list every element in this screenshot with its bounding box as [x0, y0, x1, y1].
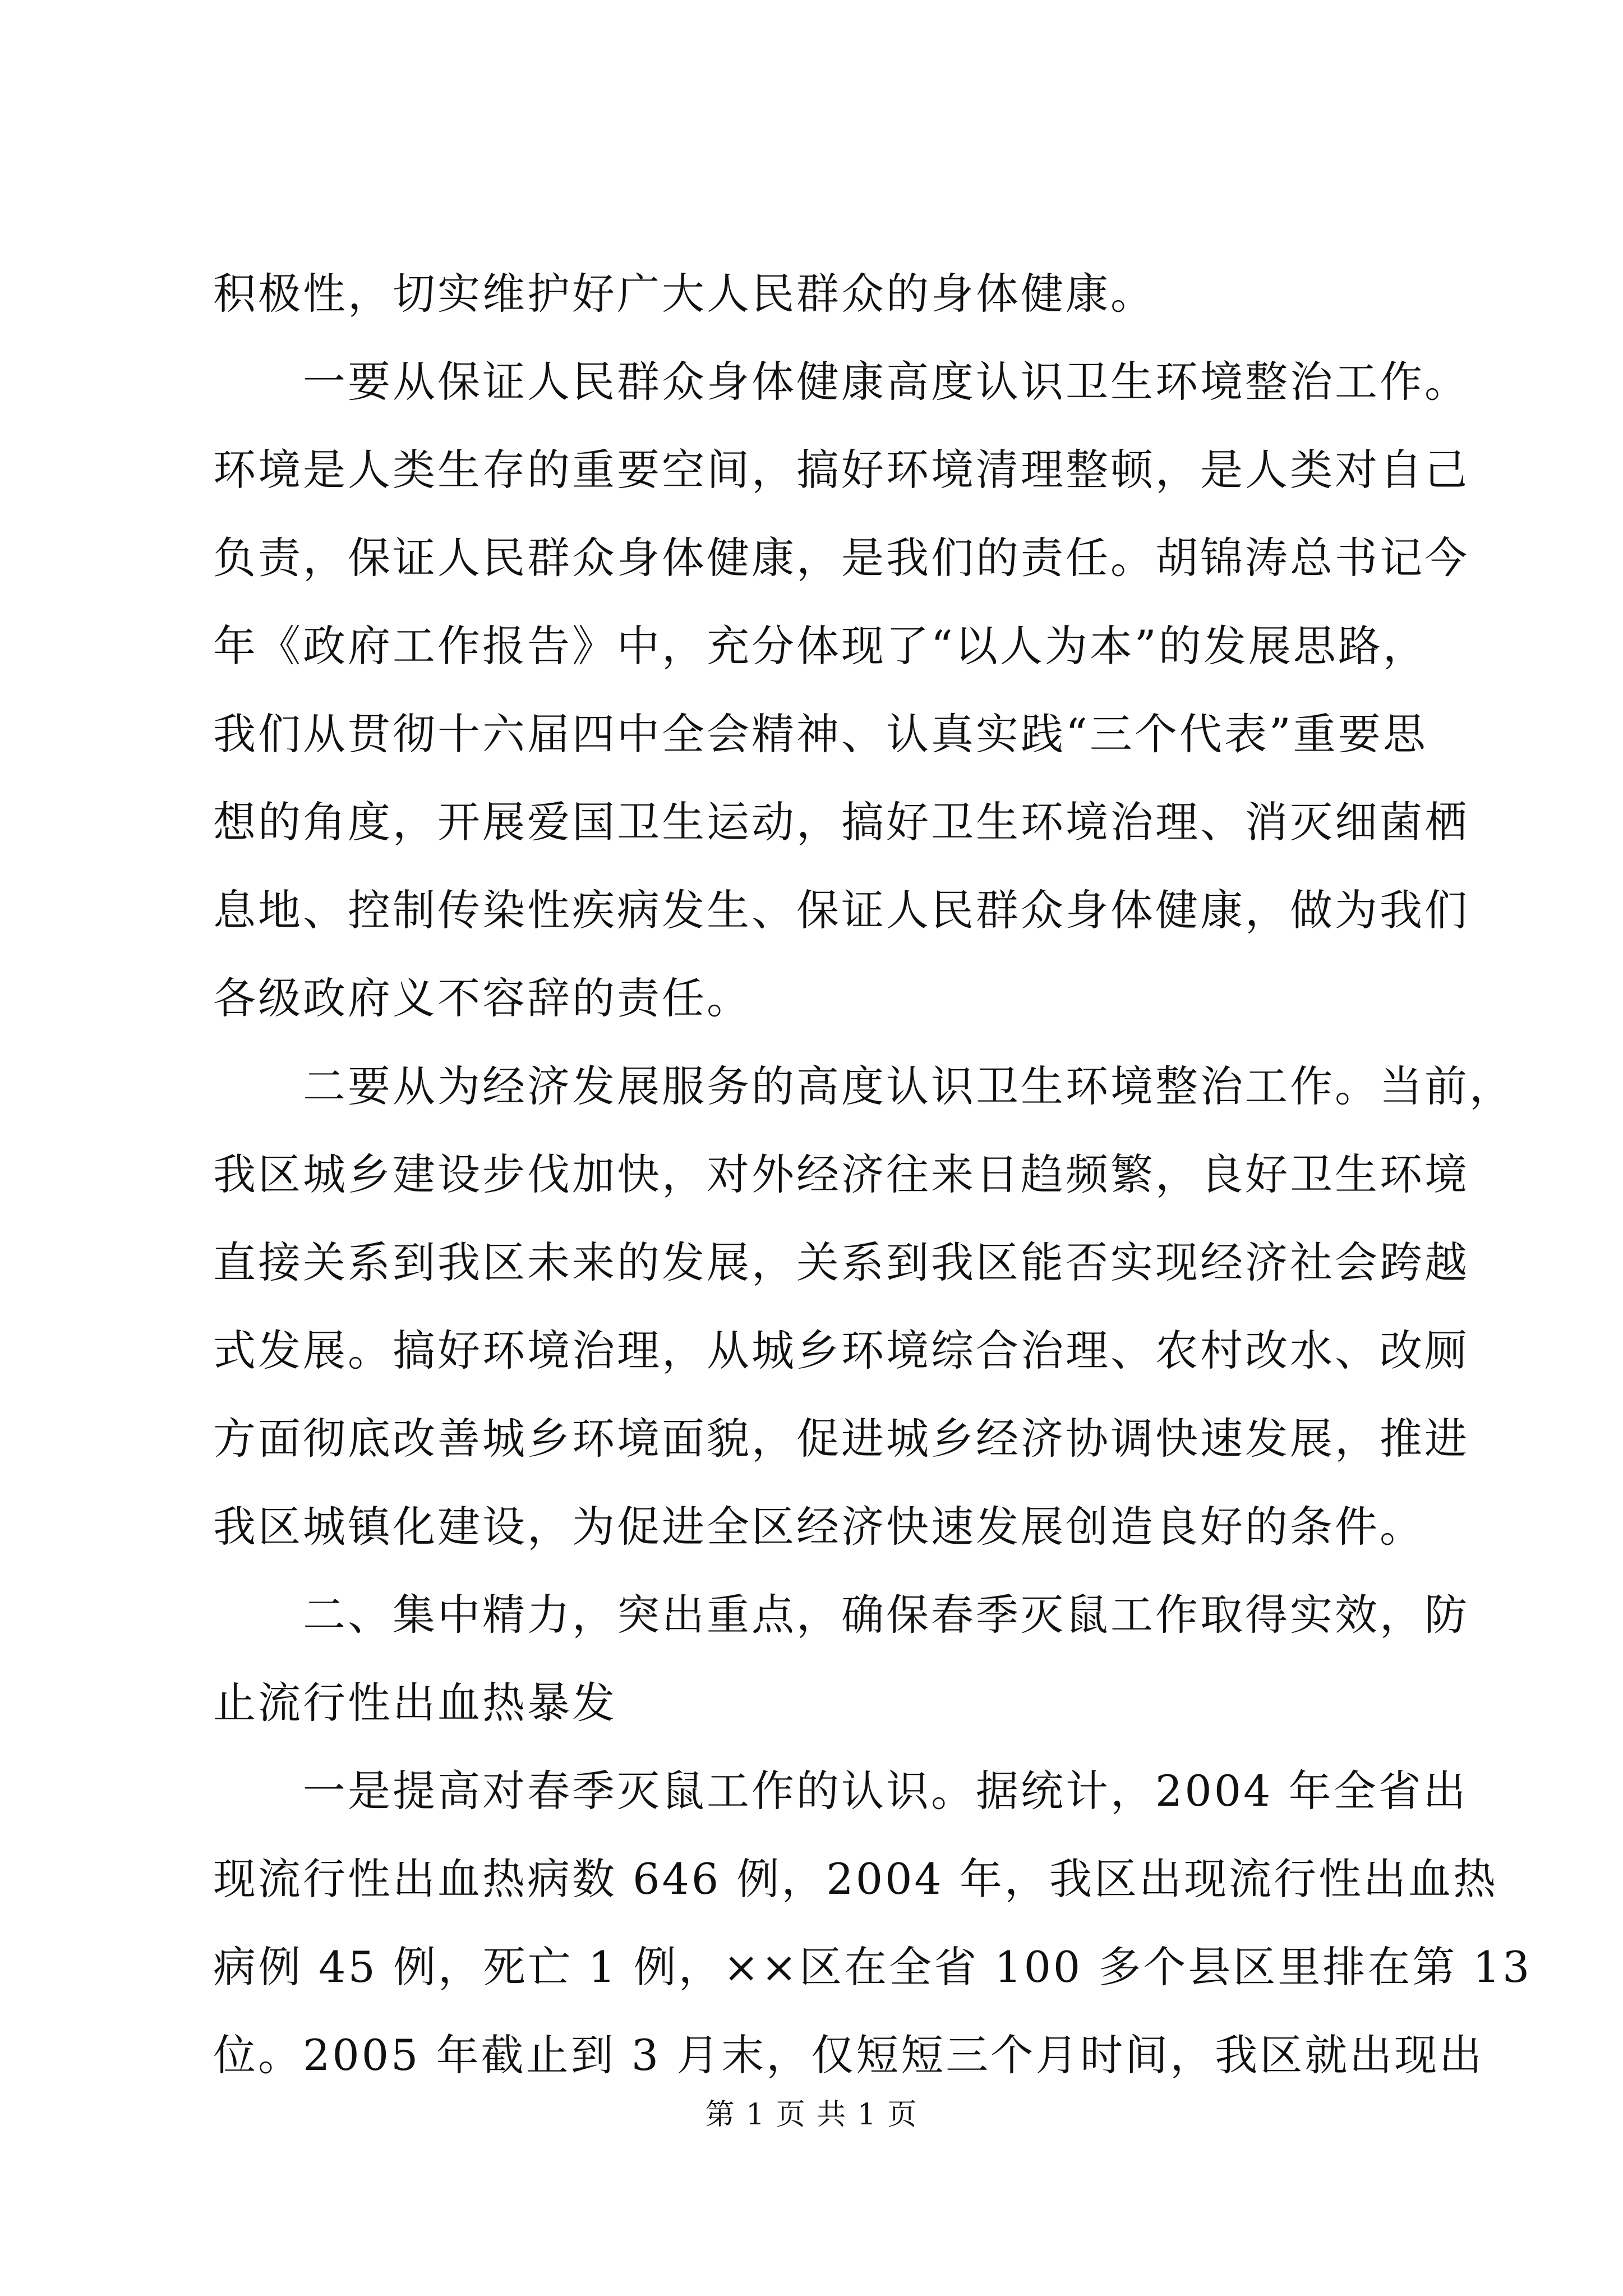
page-number-label: 第 1 页 共 1 页 [705, 2098, 918, 2132]
document-body [213, 250, 1532, 2099]
text-line: 我们从贯彻十六届四中全会精神、认真实践“三个代表”重要思 [213, 709, 1428, 759]
text-line: 年《政府工作报告》中，充分体现了“以人为本”的发展思路， [213, 621, 1428, 671]
page-footer [0, 2095, 1623, 2134]
text-line: 现流行性出血热病数 646 例，2004 年，我区出现流行性出血热 [213, 1854, 1498, 1904]
text-line: 位。2005 年截止到 3 月末，仅短短三个月时间，我区就出现出 [213, 2030, 1484, 2080]
text-line: 想的角度，开展爱国卫生运动，搞好卫生环境治理、消灭细菌栖 [213, 797, 1469, 847]
section-heading-line: 二、集中精力，突出重点，确保春季灭鼠工作取得实效，防 [303, 1590, 1469, 1640]
paragraph-start-line: 二要从为经济发展服务的高度认识卫生环境整治工作。当前， [303, 1061, 1514, 1111]
text-line: 息地、控制传染性疾病发生、保证人民群众身体健康，做为我们 [213, 885, 1469, 935]
section-heading-line: 止流行性出血热暴发 [213, 1678, 617, 1728]
text-line: 方面彻底改善城乡环境面貌，促进城乡经济协调快速发展，推进 [213, 1414, 1469, 1464]
text-line: 负责，保证人民群众身体健康，是我们的责任。胡锦涛总书记今 [213, 533, 1469, 583]
text-line: 我区城镇化建设，为促进全区经济快速发展创造良好的条件。 [213, 1502, 1424, 1552]
text-line: 直接关系到我区未来的发展，关系到我区能否实现经济社会跨越 [213, 1237, 1469, 1287]
text-line: 病例 45 例，死亡 1 例，××区在全省 100 多个县区里排在第 13 [213, 1942, 1532, 1992]
paragraph-start-line: 一要从保证人民群众身体健康高度认识卫生环境整治工作。 [303, 357, 1469, 407]
paragraph-start-line: 一是提高对春季灭鼠工作的认识。据统计，2004 年全省出 [303, 1766, 1468, 1816]
text-line: 各级政府义不容辞的责任。 [213, 973, 751, 1023]
text-line: 式发展。搞好环境治理，从城乡环境综合治理、农村改水、改厕 [213, 1326, 1469, 1375]
text-line: 环境是人类生存的重要空间，搞好环境清理整顿，是人类对自己 [213, 445, 1469, 495]
text-line: 积极性，切实维护好广大人民群众的身体健康。 [213, 269, 1155, 319]
text-line: 我区城乡建设步伐加快，对外经济往来日趋频繁，良好卫生环境 [213, 1149, 1469, 1199]
